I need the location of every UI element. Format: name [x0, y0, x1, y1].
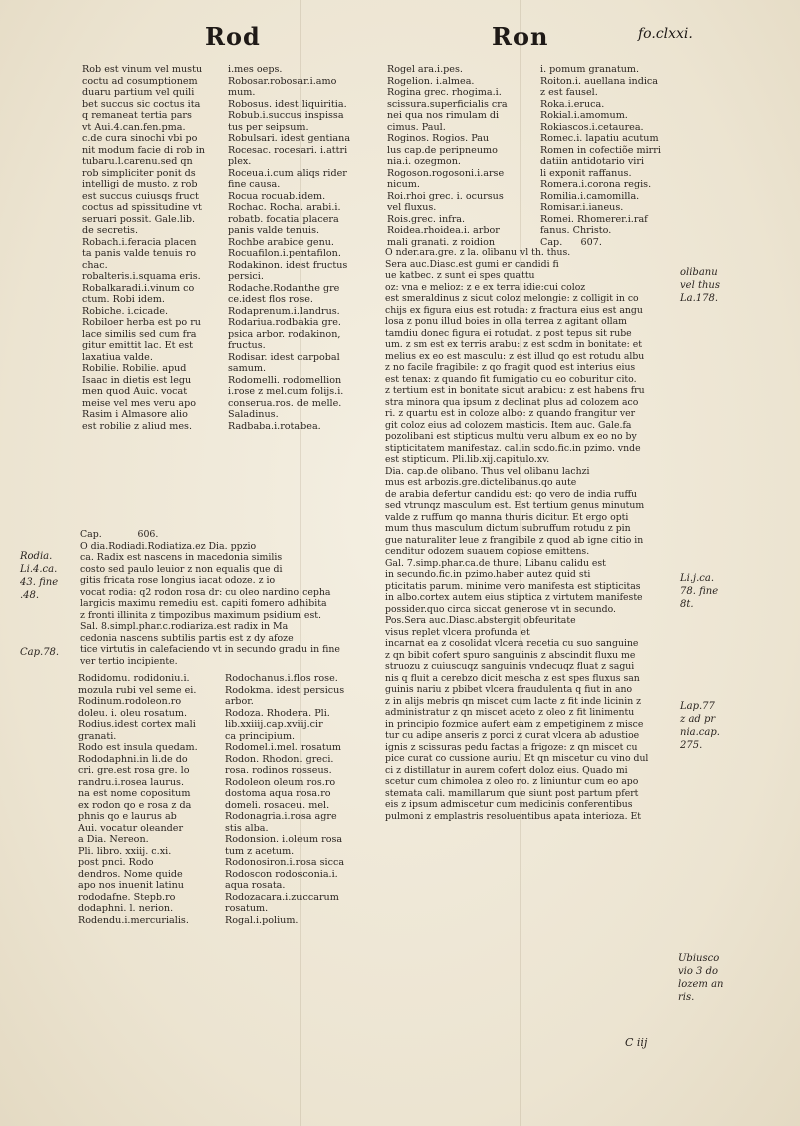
- text-line: Romilia.i.camomilla.: [540, 190, 640, 202]
- text-line: Rocesac. rocesari. i.attri: [228, 144, 348, 156]
- text-line: Rocua rocuab.idem.: [228, 190, 326, 202]
- text-line: Rogelion. i.almea.: [387, 75, 475, 87]
- text-line: Rochbe arabice genu.: [228, 236, 334, 248]
- text-line: valde z ruffum qo manna thuris dicitur. Et ergo opti: [385, 511, 629, 523]
- text-line: granati.: [78, 730, 117, 742]
- text-line: apo nos inuenit latinu: [78, 880, 184, 891]
- text-line: in secundo.fic.in pzimo.haber autez quid sti: [385, 569, 591, 580]
- text-line: Rogel ara.i.pes.: [387, 64, 463, 75]
- text-line: ci z distillatur in aurem cofert doloz eius. Quado mi: [385, 764, 628, 776]
- text-line: Robilie. Robilie. apud: [82, 363, 187, 374]
- text-line: Rokial.i.amomum.: [540, 110, 628, 121]
- text-line: Robosus. idest liquiritia.: [228, 98, 347, 110]
- text-line: 43. fine: [20, 577, 59, 588]
- text-line: fructus.: [228, 340, 266, 351]
- text-line: scetur cum chimolea z oleo ro. z liniuntur cum eo apo: [385, 776, 639, 787]
- text-line: pozolibani est stipticus multu veru album ex eo no by: [385, 431, 637, 442]
- text-line: vocat rodia: q2 rodon rosa dr: cu oleo nardino cepha: [80, 586, 331, 598]
- text-line: c.de cura sinochi vbi po: [82, 133, 198, 144]
- text-line: vel thus: [680, 280, 720, 291]
- text-line: Romec.i. lapatiu acutum: [540, 133, 659, 144]
- text-line: nit modum facie di rob in: [82, 144, 205, 156]
- text-line: nia.i. ozegmon.: [387, 156, 461, 167]
- text-line: coctus ad spissitudine vt: [82, 202, 202, 213]
- text-line: costo sed paulo leuior z non equalis que di: [80, 563, 283, 575]
- text-line: cri. gre.est rosa gre. lo: [78, 765, 190, 776]
- text-line: fanus. Christo.: [540, 225, 612, 236]
- text-line: ignis z scissuras pedu factas a frigoze: z qn miscet cu: [385, 741, 638, 753]
- text-line: samum.: [228, 363, 267, 374]
- text-line: gitur emittit lac. Et est: [82, 340, 194, 351]
- text-line: ri. z quartu est in coloze albo: z quando frangitur ver: [385, 408, 636, 419]
- text-line: Rodinum.rodoleon.ro: [78, 696, 182, 707]
- text-line: nicum.: [387, 179, 420, 190]
- text-line: arbor.: [225, 696, 254, 707]
- text-line: seruari possit. Gale.lib.: [82, 213, 196, 225]
- running-head-right: Ron: [492, 22, 549, 51]
- text-line: tus per seipsum.: [228, 121, 309, 133]
- text-line: Rodomelli. rodomellion: [228, 374, 342, 386]
- text-line: ta panis valde tenuis ro: [82, 248, 197, 259]
- text-line: ca principium.: [225, 730, 296, 742]
- text-line: Rodo est insula quedam.: [78, 742, 198, 753]
- running-head-left: Rod: [205, 22, 261, 51]
- text-line: lozem an: [678, 979, 724, 990]
- text-line: administratur z qn miscet aceto z oleo z fit linimentu: [385, 707, 635, 718]
- text-line: in principio fozmice aufert eam z empetiginem z misce: [385, 718, 644, 730]
- text-line: Rodonagria.i.rosa agre: [225, 811, 337, 822]
- text-line: gue naturaliter leue z frangibile z quod ab igne citio in: [385, 534, 644, 546]
- text-line: possider.quo circa siccat generose vt in secundo.: [385, 603, 616, 615]
- text-line: z ad pr: [680, 714, 716, 725]
- text-line: Robub.i.succus inspissa: [228, 110, 344, 121]
- text-line: Rodia.: [20, 551, 53, 562]
- text-line: lib.xxiiij.cap.xviij.cir: [225, 719, 323, 730]
- text-line: La.178.: [680, 293, 719, 304]
- text-line: 78. fine: [680, 586, 719, 597]
- text-line: gitis fricata rose longius iacat odoze. z io: [80, 575, 276, 586]
- text-line: Ubiusco: [678, 953, 720, 964]
- text-line: Roginos. Rogios. Pau: [387, 133, 490, 144]
- text-line: Isaac in dietis est legu: [82, 374, 192, 386]
- text-line: phnis qo e laurus ab: [78, 811, 177, 822]
- text-line: i.mes oeps.: [228, 64, 283, 75]
- text-line: nis q fluit a cerebzo dicit mescha z est spes fluxus san: [385, 672, 640, 684]
- margin-note-right-4: [678, 952, 723, 1004]
- text-line: conserua.ros. de melle.: [228, 397, 342, 409]
- text-line: 8t.: [680, 599, 694, 610]
- text-line: struozu z cuiuscuqz sanguinis vndecuqz fluat z sagui: [385, 661, 635, 672]
- text-line: Rogoson.rogosoni.i.arse: [387, 167, 505, 179]
- text-line: intelligi de musto. z rob: [82, 179, 198, 190]
- text-line: Robulsari. idest gentiana: [228, 133, 351, 144]
- text-line: ex rodon qo e rosa z da: [78, 799, 192, 811]
- text-line: stemata cali. mamillarum que siunt post partum pfert: [385, 787, 639, 799]
- text-line: Rodache.Rodanthe gre: [228, 282, 340, 294]
- text-line: melius ex eo est masculu: z est illud qo est rotudu albu: [385, 350, 645, 362]
- text-line: Rododaphni.in li.de do: [78, 753, 188, 765]
- text-line: Rodomel.i.mel. rosatum: [225, 742, 342, 753]
- text-line: incarnat ea z cosolidat vlcera recetia cu suo sanguine: [385, 638, 639, 649]
- text-line: Romera.i.corona regis.: [540, 179, 652, 190]
- text-line: oz: vna e melioz: z e ex terra idie:cui coloz: [385, 281, 586, 293]
- text-line: Roidea.rhoidea.i. arbor: [387, 225, 500, 236]
- column-3: [387, 64, 542, 248]
- text-line: visus replet vlcera profunda et: [385, 626, 530, 638]
- text-line: na est nome copositum: [78, 788, 191, 799]
- text-line: Robosar.robosar.i.amo: [228, 75, 337, 87]
- text-line: .48.: [20, 590, 40, 601]
- text-line: i. pomum granatum.: [540, 64, 640, 75]
- text-line: largicis maximu remediu est. capiti fomero adhibita: [80, 598, 327, 609]
- text-line: dendros. Nome quide: [78, 868, 183, 880]
- text-line: nia.cap.: [680, 727, 720, 738]
- text-line: pticitatis parum. minime vero manifesta est stipticitas: [385, 580, 641, 592]
- text-line: ris.: [678, 992, 695, 1003]
- text-line: Cap. 606.: [80, 529, 159, 540]
- text-line: Romei. Rhomerer.i.raf: [540, 213, 648, 225]
- text-line: Rois.grec. infra.: [387, 213, 466, 225]
- text-line: Lap.77: [680, 701, 715, 712]
- text-line: fine causa.: [228, 179, 281, 190]
- text-line: Rodokma. idest persicus: [225, 684, 345, 696]
- text-line: ce.idest flos rose.: [228, 294, 313, 305]
- text-line: cenditur odozem suauem copiose emittens.: [385, 546, 590, 557]
- text-line: mum thus masculum dictum subruffum rotudu z pin: [385, 523, 631, 534]
- text-line: rosatum.: [225, 903, 269, 914]
- text-line: z in alijs mebris qn miscet cum lacte z fit inde licinin z: [385, 695, 642, 707]
- text-line: Li.j.ca.: [680, 573, 715, 584]
- text-line: de secretis.: [82, 225, 139, 236]
- text-line: Roka.i.eruca.: [540, 98, 605, 110]
- text-line: chac.: [82, 259, 108, 271]
- text-line: Rodonsion. i.oleum rosa: [225, 834, 343, 845]
- text-line: z tertium est in bonitate sicut arabicu: z est habens fru: [385, 385, 645, 396]
- text-line: est robilie z aliud mes.: [82, 420, 193, 432]
- text-line: Rodochanus.i.flos rose.: [225, 673, 338, 684]
- text-line: Rodidomu. rodidoniu.i.: [78, 673, 190, 684]
- text-line: 275.: [680, 740, 703, 751]
- text-line: scissura.superficialis cra: [387, 98, 508, 110]
- text-line: domeli. rosaceu. mel.: [225, 799, 330, 811]
- margin-note-left-cap: Cap.78.: [20, 647, 60, 658]
- text-line: stipticitatem manifestaz. cal.in scdo.fic.in pzimo. vnde: [385, 442, 641, 454]
- text-line: Pos.Sera auc.Diasc.abstergit obfeuritate: [385, 615, 576, 626]
- text-line: Aui. vocatur oleander: [78, 822, 184, 834]
- text-line: est succus cuiusqs fruct: [82, 190, 199, 202]
- text-line: ca. Radix est nascens in macedonia similis: [80, 552, 283, 563]
- text-line: cimus. Paul.: [387, 121, 446, 133]
- text-line: Rogina grec. rhogima.i.: [387, 87, 502, 98]
- text-line: Robiche. i.cicade.: [82, 305, 169, 317]
- text-line: doleu. i. oleu rosatum.: [78, 707, 188, 719]
- text-line: Rodon. Rhodon. greci.: [225, 753, 334, 765]
- text-line: de arabia defertur candidu est: qo vero de india ruffu: [385, 488, 638, 500]
- text-line: men quod Auic. vocat: [82, 386, 188, 397]
- text-line: Robalkaradi.i.vinum co: [82, 282, 195, 294]
- text-line: Roceua.i.cum aliqs rider: [228, 167, 347, 179]
- text-line: Roiton.i. auellana indica: [540, 75, 659, 87]
- text-line: Li.4.ca.: [20, 564, 58, 575]
- text-line: Robach.i.feracia placen: [82, 236, 197, 248]
- column-1: [82, 64, 227, 432]
- text-line: mozula rubi vel seme ei.: [78, 684, 197, 696]
- text-line: Pli. libro. xxiij. c.xi.: [78, 845, 172, 857]
- text-line: laxatiua valde.: [82, 351, 153, 363]
- text-line: coctu ad cosumptionem: [82, 75, 198, 87]
- text-line: z no facile fragibile: z qo fragit quod est interius eius: [385, 362, 636, 373]
- text-line: Rodaprenum.i.landrus.: [228, 305, 340, 317]
- text-line: eis z ipsum admiscetur cum medicinis conferentibus: [385, 799, 633, 810]
- margin-note-left: [20, 550, 58, 602]
- text-line: stis alba.: [225, 822, 269, 834]
- text-line: i.rose z mel.cum folijs.i.: [228, 386, 344, 397]
- text-line: Rochac. Rocha. arabi.i.: [228, 202, 341, 213]
- column-lower-1: [78, 673, 223, 926]
- text-line: cedonia nascens subtilis partis est z dy afoze: [80, 632, 294, 644]
- text-line: ver tertio incipiente.: [80, 655, 178, 667]
- text-line: est tenax: z quando fit fumigatio cu eo coburitur cito.: [385, 373, 637, 385]
- text-line: tum z acetum.: [225, 845, 295, 857]
- text-line: meise vel mes veru apo: [82, 397, 197, 409]
- text-line: bet succus sic coctus ita: [82, 98, 201, 110]
- text-line: randru.i.rosea laurus.: [78, 776, 184, 788]
- text-line: Saladinus.: [228, 409, 279, 420]
- text-line: Rodoza. Rhodera. Pli.: [225, 707, 330, 719]
- text-line: O nder.ara.gre. z la. olibanu vl th. thus.: [385, 247, 571, 258]
- text-line: lus cap.de peripneumo: [387, 144, 498, 156]
- column-lower-2: [225, 673, 370, 926]
- text-line: Rodakinon. idest fructus: [228, 259, 348, 271]
- column-2: [228, 64, 368, 432]
- text-line: Rodonosiron.i.rosa sicca: [225, 857, 345, 868]
- text-line: mum.: [228, 87, 256, 98]
- text-line: duaru partium vel quili: [82, 87, 195, 98]
- text-line: dostoma aqua rosa.ro: [225, 788, 331, 799]
- text-line: tice virtutis in calefaciendo vt in secundo gradu in fine: [80, 644, 340, 655]
- text-line: panis valde tenuis.: [228, 225, 320, 236]
- text-line: chijs ex figura eius est rotuda: z fractura eius est angu: [385, 304, 643, 316]
- text-line: rosa. rodinos rosseus.: [225, 765, 332, 776]
- folio-number: fo.clxxi.: [638, 26, 693, 42]
- text-line: plex.: [228, 156, 252, 167]
- text-line: Sera auc.Diasc.est gumi er candidi fi: [385, 258, 559, 270]
- text-line: Rodendu.i.mercurialis.: [78, 914, 189, 926]
- text-line: z est fausel.: [540, 87, 598, 98]
- text-line: Rob est vinum vel mustu: [82, 64, 203, 75]
- text-line: Roi.rhoi grec. i. ocursus: [387, 190, 504, 202]
- text-line: ctum. Robi idem.: [82, 294, 165, 305]
- text-line: mali granati. z roidion: [387, 236, 496, 248]
- margin-note-right-3: [680, 700, 720, 752]
- text-line: vel fluxus.: [387, 202, 437, 213]
- text-line: git coloz eius ad colozem masticis. Item auc. Gale.fa: [385, 419, 632, 431]
- text-line: psica arbor. rodakinon,: [228, 328, 341, 340]
- text-line: robalteris.i.squama eris.: [82, 271, 201, 282]
- text-line: Rodozacara.i.zuccarum: [225, 891, 339, 903]
- text-line: tamdiu donec figura ei rotudat. z post tepus sit rube: [385, 327, 632, 339]
- text-line: pulmoni z emplastris resoluentibus apata interioza. Et: [385, 810, 642, 822]
- text-line: Gal. 7.simp.phar.ca.de thure. Libanu calidu est: [385, 557, 606, 569]
- text-line: robatb. focatia placera: [228, 213, 339, 225]
- text-line: Sal. 8.simpl.phar.c.rodiariza.est radix in Ma: [80, 621, 289, 632]
- text-line: datiin antidotario viri: [540, 156, 645, 167]
- entry-olibanum: [385, 247, 685, 822]
- text-line: mus est arbozis.gre.dictelibanus.qo aute: [385, 477, 577, 488]
- text-line: rob simpliciter ponit ds: [82, 167, 196, 179]
- text-line: Rodoscon rodosconia.i.: [225, 868, 338, 880]
- text-line: rododafne. Stepb.ro: [78, 891, 176, 903]
- column-4: [540, 64, 675, 248]
- text-line: z qn bibit cofert spuro sanguinis z abscindit fluxu me: [385, 649, 636, 661]
- text-line: Romisar.i.ianeus.: [540, 202, 624, 213]
- entry-rodia: [80, 529, 380, 667]
- text-line: a Dia. Nereon.: [78, 834, 149, 845]
- text-line: Rokiascos.i.cetaurea.: [540, 121, 644, 133]
- text-line: post pnci. Rodo: [78, 857, 154, 868]
- text-line: Rodariua.rodbakia gre.: [228, 317, 341, 328]
- text-line: nei qua nos rimulam di: [387, 110, 500, 121]
- text-line: pice curat co cussione auriu. Et qn miscetur cu vino dul: [385, 753, 649, 764]
- text-line: persici.: [228, 271, 264, 282]
- text-line: stra minora qua ipsum z declinat plus ad colozem aco: [385, 396, 639, 408]
- text-line: Rodius.idest cortex mali: [78, 719, 196, 730]
- text-line: guinis nariu z pbibet vlcera fraudulenta q fiut in ano: [385, 684, 633, 695]
- text-line: Rodisar. idest carpobal: [228, 351, 340, 363]
- text-line: losa z ponu illud boies in olla terrea z agitant ollam: [385, 316, 628, 327]
- text-line: dodaphni. l. nerion.: [78, 903, 174, 914]
- text-line: est stipticum. Pli.lib.xij.capitulo.xv.: [385, 454, 550, 465]
- text-line: est smeraldinus z sicut coloz melongie: z colligit in co: [385, 293, 639, 304]
- text-line: in albo.cortex autem eius stiptica z virtutem manifeste: [385, 592, 643, 603]
- text-line: tubaru.l.carenu.sed qn: [82, 156, 193, 167]
- text-line: li exponit raffanus.: [540, 167, 632, 179]
- text-line: z fronti illinita z timpozibus maximum psidium est.: [80, 609, 322, 621]
- text-line: Robiloer herba est po ru: [82, 317, 201, 328]
- text-line: vio 3 do: [678, 966, 719, 977]
- text-line: Dia. cap.de olibano. Thus vel olibanu lachzi: [385, 465, 590, 477]
- text-line: um. z sm est ex terris arabu: z est scdm in bonitate: et: [385, 339, 642, 350]
- text-line: ue katbec. z sunt ei spes quattu: [385, 270, 535, 281]
- text-line: Radbaba.i.rotabea.: [228, 420, 321, 432]
- text-line: olibanu: [680, 267, 718, 278]
- text-line: O dia.Rodiadi.Rodiatiza.ez Dia. ppzio: [80, 540, 257, 552]
- text-line: Romen in cofectiõe mirri: [540, 144, 661, 156]
- text-line: vt Aui.4.can.fen.pma.: [82, 121, 186, 133]
- text-line: q remaneat tertia pars: [82, 110, 192, 121]
- text-line: Rodoleon oleum ros.ro: [225, 776, 336, 788]
- signature-mark: C iij: [625, 1036, 648, 1049]
- text-line: lace similis sed cum fra: [82, 328, 197, 340]
- text-line: Rocuafilon.i.pentafilon.: [228, 248, 341, 259]
- text-line: sed vtrunqz masculum est. Est tertium genus minutum: [385, 500, 645, 511]
- text-line: Rogal.i.polium.: [225, 914, 299, 926]
- text-line: Rasim i Almasore alio: [82, 409, 188, 420]
- text-line: Cap. 607.: [540, 236, 602, 248]
- text-line: aqua rosata.: [225, 880, 286, 891]
- margin-note-right-2: [680, 572, 718, 611]
- text-line: tur cu adipe anseris z porci z curat vlcera ab adustioe: [385, 730, 640, 741]
- margin-note-right-1: [680, 266, 720, 305]
